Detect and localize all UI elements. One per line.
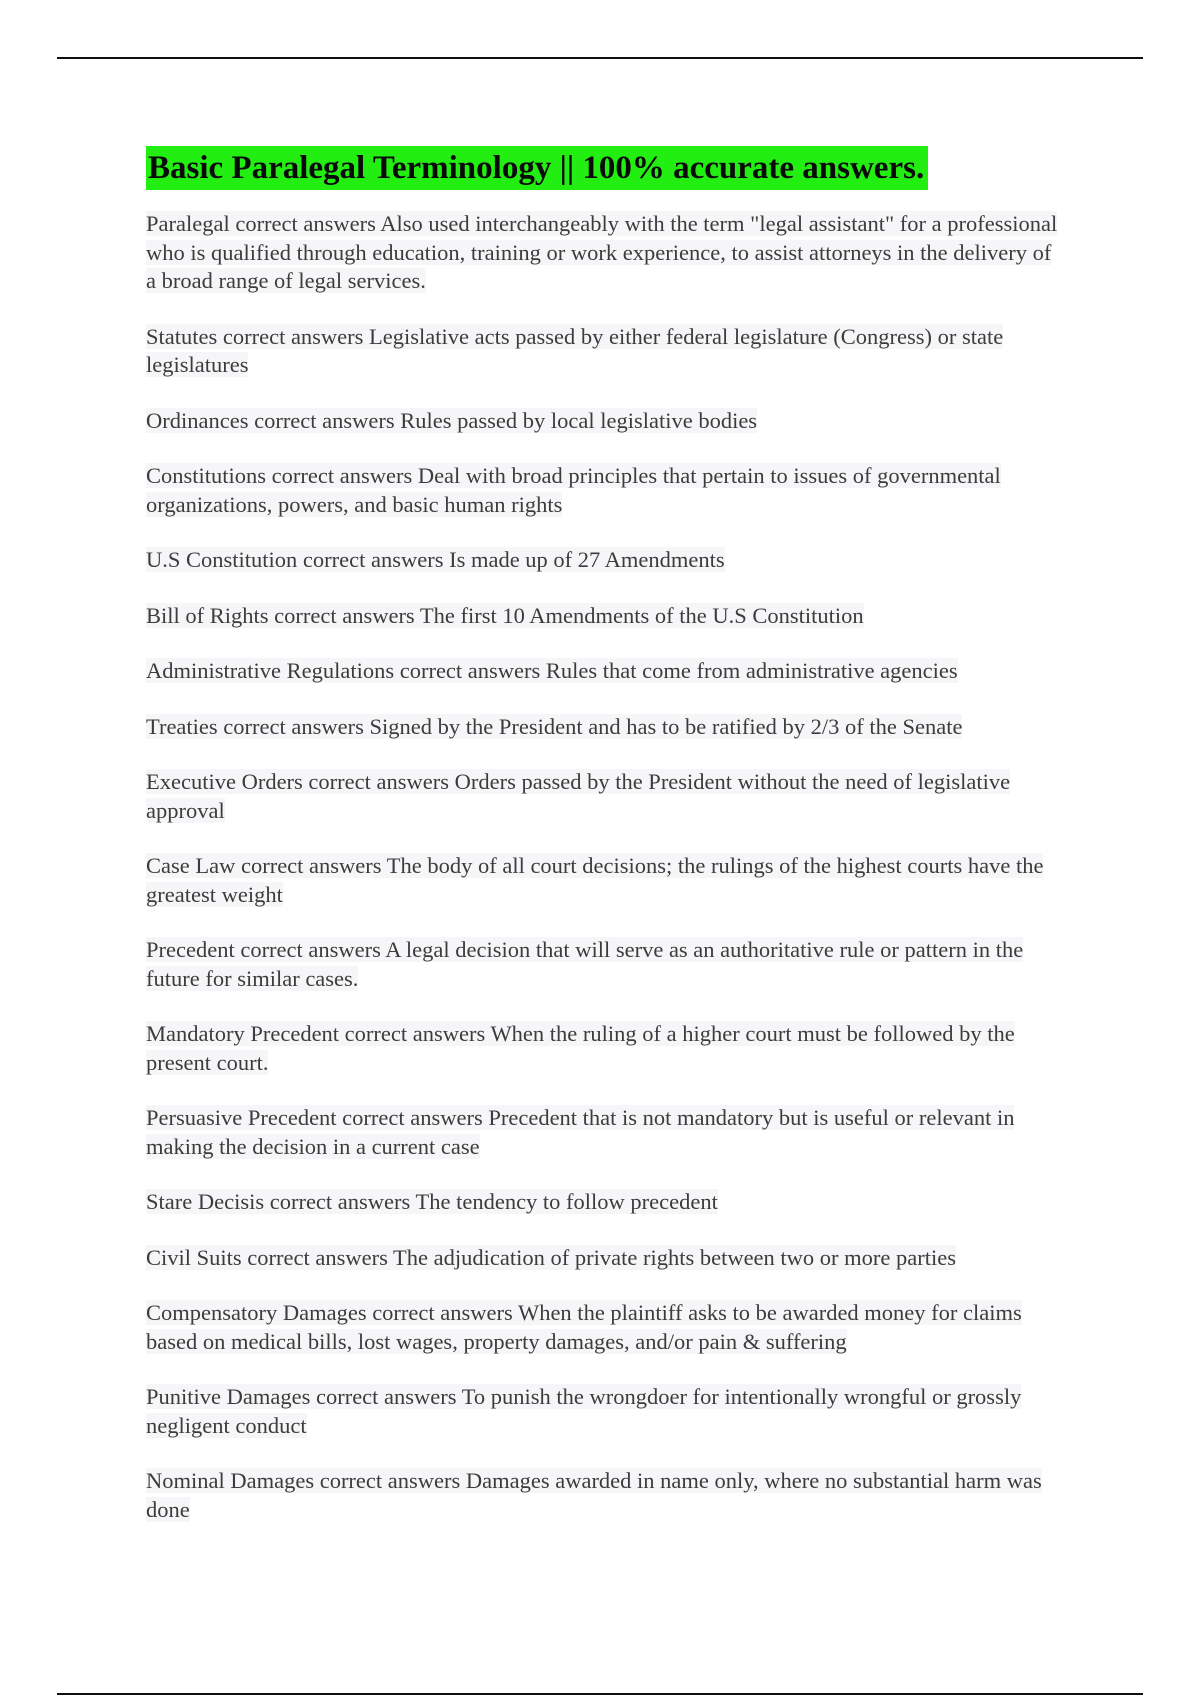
entry-text: Executive Orders correct answers Orders passed by the President without the need of legislative approval: [146, 769, 1011, 823]
entry-text: Paralegal correct answers Also used interchangeably with the term "legal assistant" for a professional who is qualified through education, training or work experience, to assist attorneys in the delivery of a broad range of legal services.: [146, 211, 1058, 293]
entry-text: Precedent correct answers A legal decision that will serve as an authoritative rule or pattern in the future for similar cases.: [146, 937, 1024, 991]
entry-treaties: [146, 713, 1066, 742]
entry-text: Treaties correct answers Signed by the President and has to be ratified by 2/3 of the Senate: [146, 713, 963, 739]
entry-compensatory-damages: [146, 1299, 1066, 1356]
entry-constitutions: [146, 462, 1066, 519]
entry-text: Stare Decisis correct answers The tendency to follow precedent: [146, 1189, 718, 1214]
entry-stare-decisis: [146, 1188, 1066, 1217]
entry-text: Civil Suits correct answers The adjudication of private rights between two or more parties: [146, 1244, 956, 1270]
entry-list: [146, 210, 1066, 1524]
entry-paralegal: [146, 210, 1066, 296]
entry-text: Bill of Rights correct answers The first 10 Amendments of the U.S Constitution: [146, 602, 864, 628]
entry-mandatory-precedent: [146, 1020, 1066, 1077]
entry-administrative-regulations: [146, 657, 1066, 686]
entry-text: Ordinances correct answers Rules passed by local legislative bodies: [146, 407, 758, 433]
entry-case-law: [146, 852, 1066, 909]
entry-text: Nominal Damages correct answers Damages awarded in name only, where no substantial harm was done: [146, 1468, 1042, 1522]
entry-nominal-damages: [146, 1467, 1066, 1524]
entry-persuasive-precedent: [146, 1104, 1066, 1161]
entry-ordinances: [146, 407, 1066, 436]
entry-precedent: [146, 936, 1066, 993]
entry-text: Persuasive Precedent correct answers Precedent that is not mandatory but is useful or relevant in making the decision in a current case: [146, 1105, 1015, 1159]
entry-civil-suits: [146, 1244, 1066, 1273]
entry-executive-orders: [146, 768, 1066, 825]
entry-text: Constitutions correct answers Deal with broad principles that pertain to issues of governmental organizations, powers, and basic human rights: [146, 463, 1001, 517]
entry-bill-of-rights: [146, 602, 1066, 631]
entry-text: Punitive Damages correct answers To punish the wrongdoer for intentionally wrongful or grossly negligent conduct: [146, 1384, 1022, 1438]
entry-us-constitution: [146, 546, 1066, 575]
entry-text: Mandatory Precedent correct answers When the ruling of a higher court must be followed by the present court.: [146, 1021, 1015, 1075]
bottom-rule: [57, 1693, 1143, 1695]
entry-text: Compensatory Damages correct answers When the plaintiff asks to be awarded money for claims based on medical bills, lost wages, property damages, and/or pain & suffering: [146, 1300, 1022, 1354]
entry-text: Statutes correct answers Legislative acts passed by either federal legislature (Congress) or state legislatures: [146, 323, 1004, 377]
document-title: Basic Paralegal Terminology || 100% accurate answers.: [146, 146, 928, 190]
entry-text: U.S Constitution correct answers Is made up of 27 Amendments: [146, 547, 725, 572]
entry-punitive-damages: [146, 1383, 1066, 1440]
entry-text: Administrative Regulations correct answers Rules that come from administrative agencies: [146, 658, 958, 683]
entry-statutes: [146, 323, 1066, 380]
entry-text: Case Law correct answers The body of all court decisions; the rulings of the highest courts have the greatest weight: [146, 853, 1044, 907]
document-body: [146, 146, 1066, 1551]
top-rule: [57, 57, 1143, 59]
